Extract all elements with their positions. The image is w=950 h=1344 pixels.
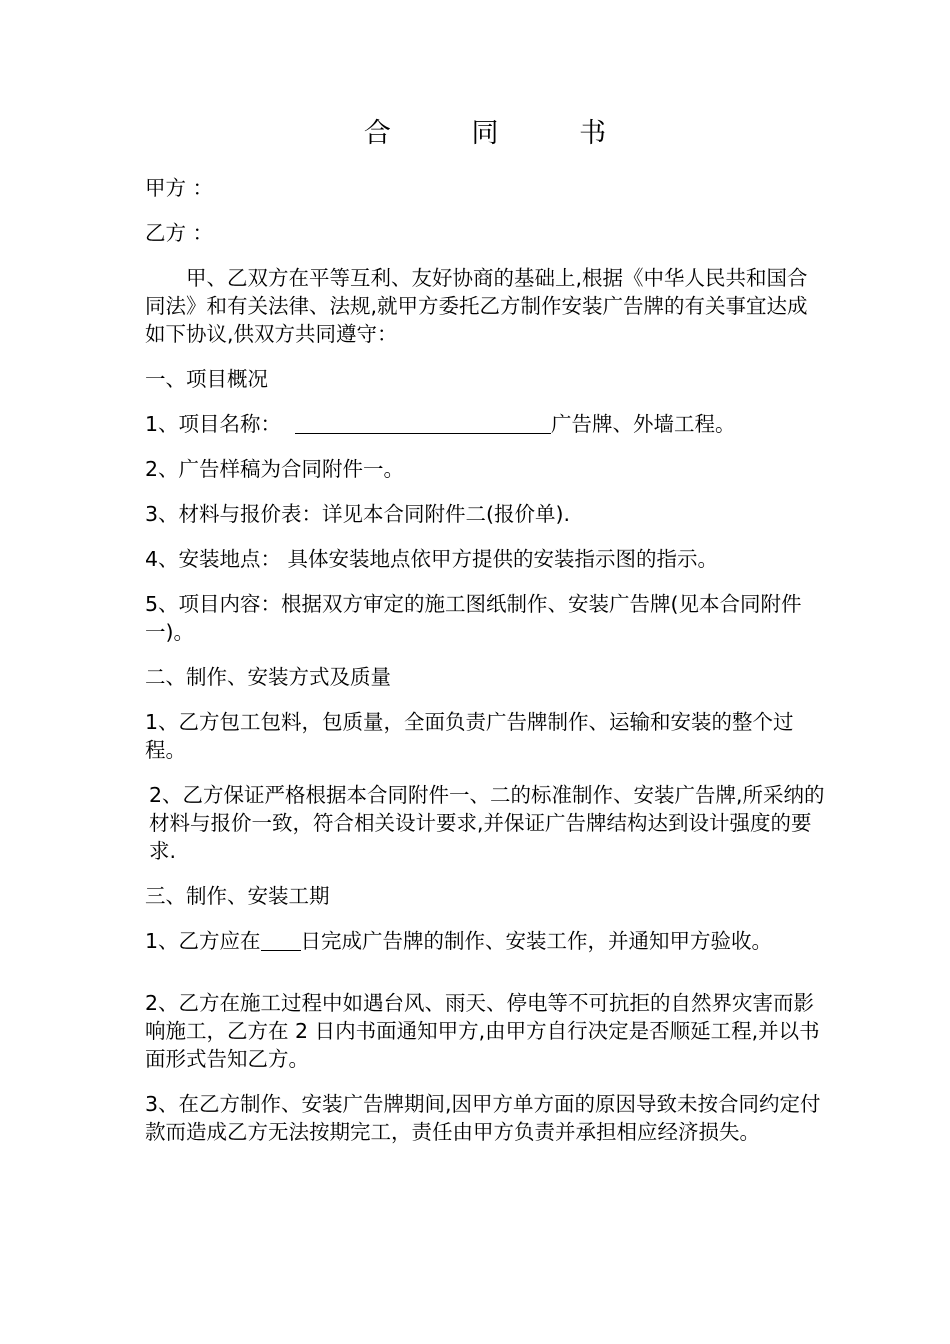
section-1-item-1	[145, 410, 825, 438]
contract-body	[145, 116, 825, 1163]
project-name-blank	[295, 411, 551, 434]
section-3-item-1	[145, 927, 825, 955]
section-2-item-1: 1、乙方包工包料，包质量，全面负责广告牌制作、运输和安装的整个过程。	[145, 710, 794, 762]
item-1-suffix: 广告牌、外墙工程。	[551, 412, 736, 436]
section-1-heading: 一、项目概况	[145, 367, 268, 391]
section-1-item-4: 4、安装地点： 具体安装地点依甲方提供的安装指示图的指示。	[145, 547, 719, 571]
section-1-item-5: 5、项目内容：根据双方审定的施工图纸制作、安装广告牌(见本合同附件一)。	[145, 592, 802, 644]
section-1-item-2: 2、广告样稿为合同附件一。	[145, 457, 405, 481]
document-title: 合 同 书	[363, 118, 643, 149]
section-2-heading: 二、制作、安装方式及质量	[145, 665, 391, 689]
section-1-item-3: 3、材料与报价表：详见本合同附件二(报价单).	[145, 502, 571, 526]
section-3-item-2: 2、乙方在施工过程中如遇台风、雨天、停电等不可抗拒的自然界灾害而影响施工，乙方在 2 日内书面通知甲方,由甲方自行决定是否顺延工程,并以书面形式告知乙方。	[145, 991, 820, 1071]
days-blank	[261, 928, 301, 951]
item-1-label: 1、乙方应在	[145, 929, 261, 953]
item-1-label: 1、项目名称：	[145, 412, 282, 436]
section-3-heading: 三、制作、安装工期	[145, 884, 330, 908]
item-1-suffix: 日完成广告牌的制作、安装工作，并通知甲方验收。	[300, 929, 773, 953]
section-2-item-2: 2、乙方保证严格根据本合同附件一、二的标准制作、安装广告牌,所采纳的材料与报价一致，符合相关设计要求,并保证广告牌结构达到设计强度的要求.	[149, 783, 825, 863]
preamble-paragraph: 甲、乙双方在平等互利、友好协商的基础上,根据《中华人民共和国合同法》和有关法律、法规,就甲方委托乙方制作安装广告牌的有关事宜达成如下协议,供双方共同遵守：	[145, 266, 808, 346]
section-3-item-3: 3、在乙方制作、安装广告牌期间,因甲方单方面的原因导致未按合同约定付款而造成乙方无法按期完工，责任由甲方负责并承担相应经济损失。	[145, 1092, 821, 1144]
party-b-line: 乙方 ：	[145, 221, 214, 245]
party-a-line: 甲方 ：	[145, 176, 214, 200]
